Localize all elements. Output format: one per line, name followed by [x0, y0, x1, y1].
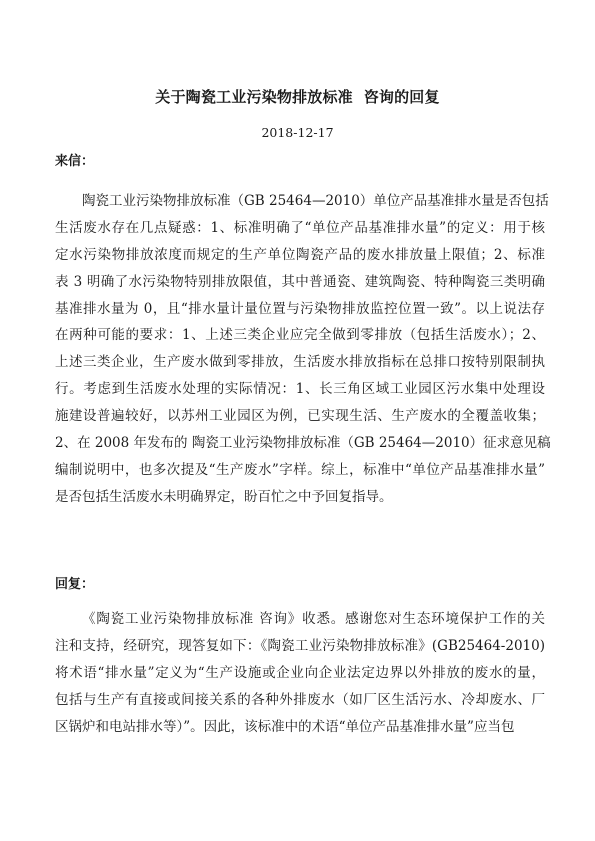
paragraph-line: 表 3 明确了水污染物特别排放限值，其中普通瓷、建筑陶瓷、特种陶瓷三类明确 [55, 273, 545, 290]
paragraph-line: 2、在 2008 年发布的 陶瓷工业污染物排放标准（GB 25464—2010）征求意见稿 [55, 435, 551, 452]
letter-body [55, 188, 551, 511]
paragraph-line: 生活废水存在几点疑惑：1、标准明确了“单位产品基准排水量”的定义：用于核 [55, 219, 545, 236]
paragraph-line: 施建设普遍较好，以苏州工业园区为例，已实现生活、生产废水的全覆盖收集； [55, 408, 545, 425]
paragraph-line: 编制说明中，也多次提及“生产废水”字样。综上，标准中“单位产品基准排水量” [55, 461, 545, 478]
paragraph-line: 将术语“排水量”定义为“生产设施或企业向企业法定边界以外排放的废水的量， [55, 664, 545, 681]
paragraph-line: 基准排水量为 0，且“排水量计量位置与污染物排放监控位置一致”。以上说法存 [55, 300, 545, 317]
paragraph-line: 上述三类企业，生产废水做到零排放，生活废水排放指标在总排口按特别限制执 [55, 354, 545, 371]
paragraph-line: 区锅炉和电站排水等）”。因此，该标准中的术语“单位产品基准排水量”应当包 [55, 718, 515, 735]
paragraph-line: 注和支持，经研究，现答复如下：《陶瓷工业污染物排放标准》(GB25464-2010) [55, 637, 545, 654]
paragraph-line: 陶瓷工业污染物排放标准（GB 25464—2010）单位产品基准排水量是否包括 [82, 193, 549, 209]
paragraph-line: 在两种可能的要求：1、上述三类企业应完全做到零排放（包括生活废水）；2、 [55, 327, 545, 344]
reply-body [55, 606, 545, 740]
paragraph-line: 包括与生产有直接或间接关系的各种外排废水（如厂区生活污水、冷却废水、厂 [55, 691, 545, 708]
letter-label: 来信： [55, 154, 95, 169]
paragraph-line: 行。考虑到生活废水处理的实际情况：1、长三角区域工业园区污水集中处理设 [55, 381, 545, 398]
reply-label: 回复： [55, 577, 95, 592]
document-date: 2018-12-17 [261, 125, 334, 140]
paragraph-line: 定水污染物排放浓度而规定的生产单位陶瓷产品的废水排放量上限值；2、标准 [55, 246, 545, 263]
paragraph-line: 是否包括生活废水未明确界定，盼百忙之中予回复指导。 [55, 488, 393, 505]
document-title: 关于陶瓷工业污染物排放标准 咨询的回复 [155, 88, 440, 106]
paragraph-line: 《陶瓷工业污染物排放标准 咨询》收悉。感谢您对生态环境保护工作的关 [82, 611, 545, 627]
